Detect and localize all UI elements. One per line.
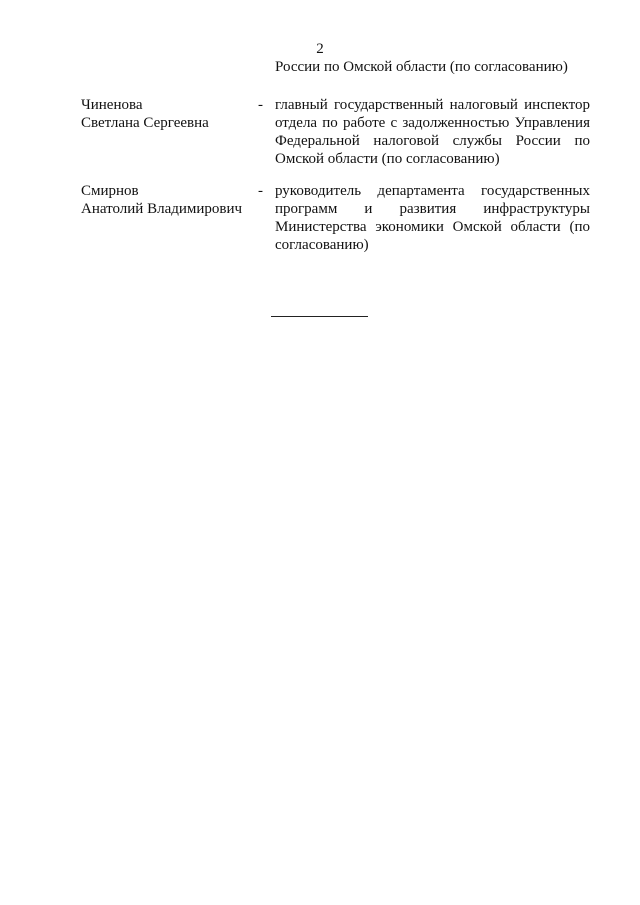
member-surname: Чиненова	[81, 97, 143, 113]
member-name	[81, 182, 256, 218]
role-line: руководитель департамента государственных	[275, 183, 590, 199]
continuation-text: России по Омской области (по согласованию)	[275, 59, 568, 75]
role-line: согласованию)	[275, 237, 369, 253]
member-surname: Смирнов	[81, 183, 139, 199]
page-number: 2	[316, 41, 324, 57]
role-line: Федеральной налоговой службы России по	[275, 133, 590, 149]
role-line: программ и развития инфраструктуры	[275, 201, 590, 217]
role-line: Министерства экономики Омской области (по	[275, 219, 590, 235]
member-name	[81, 96, 256, 132]
member-dash: -	[258, 183, 263, 199]
role-line: отдела по работе с задолженностью Управления	[275, 115, 590, 131]
member-given-names: Светлана Сергеевна	[81, 115, 209, 131]
role-line: главный государственный налоговый инспектор	[275, 97, 590, 113]
member-role	[275, 182, 590, 254]
end-of-list-rule	[271, 316, 368, 317]
member-given-names: Анатолий Владимирович	[81, 201, 243, 217]
member-dash: -	[258, 97, 263, 113]
member-role	[275, 96, 590, 168]
role-line: Омской области (по согласованию)	[275, 151, 500, 167]
